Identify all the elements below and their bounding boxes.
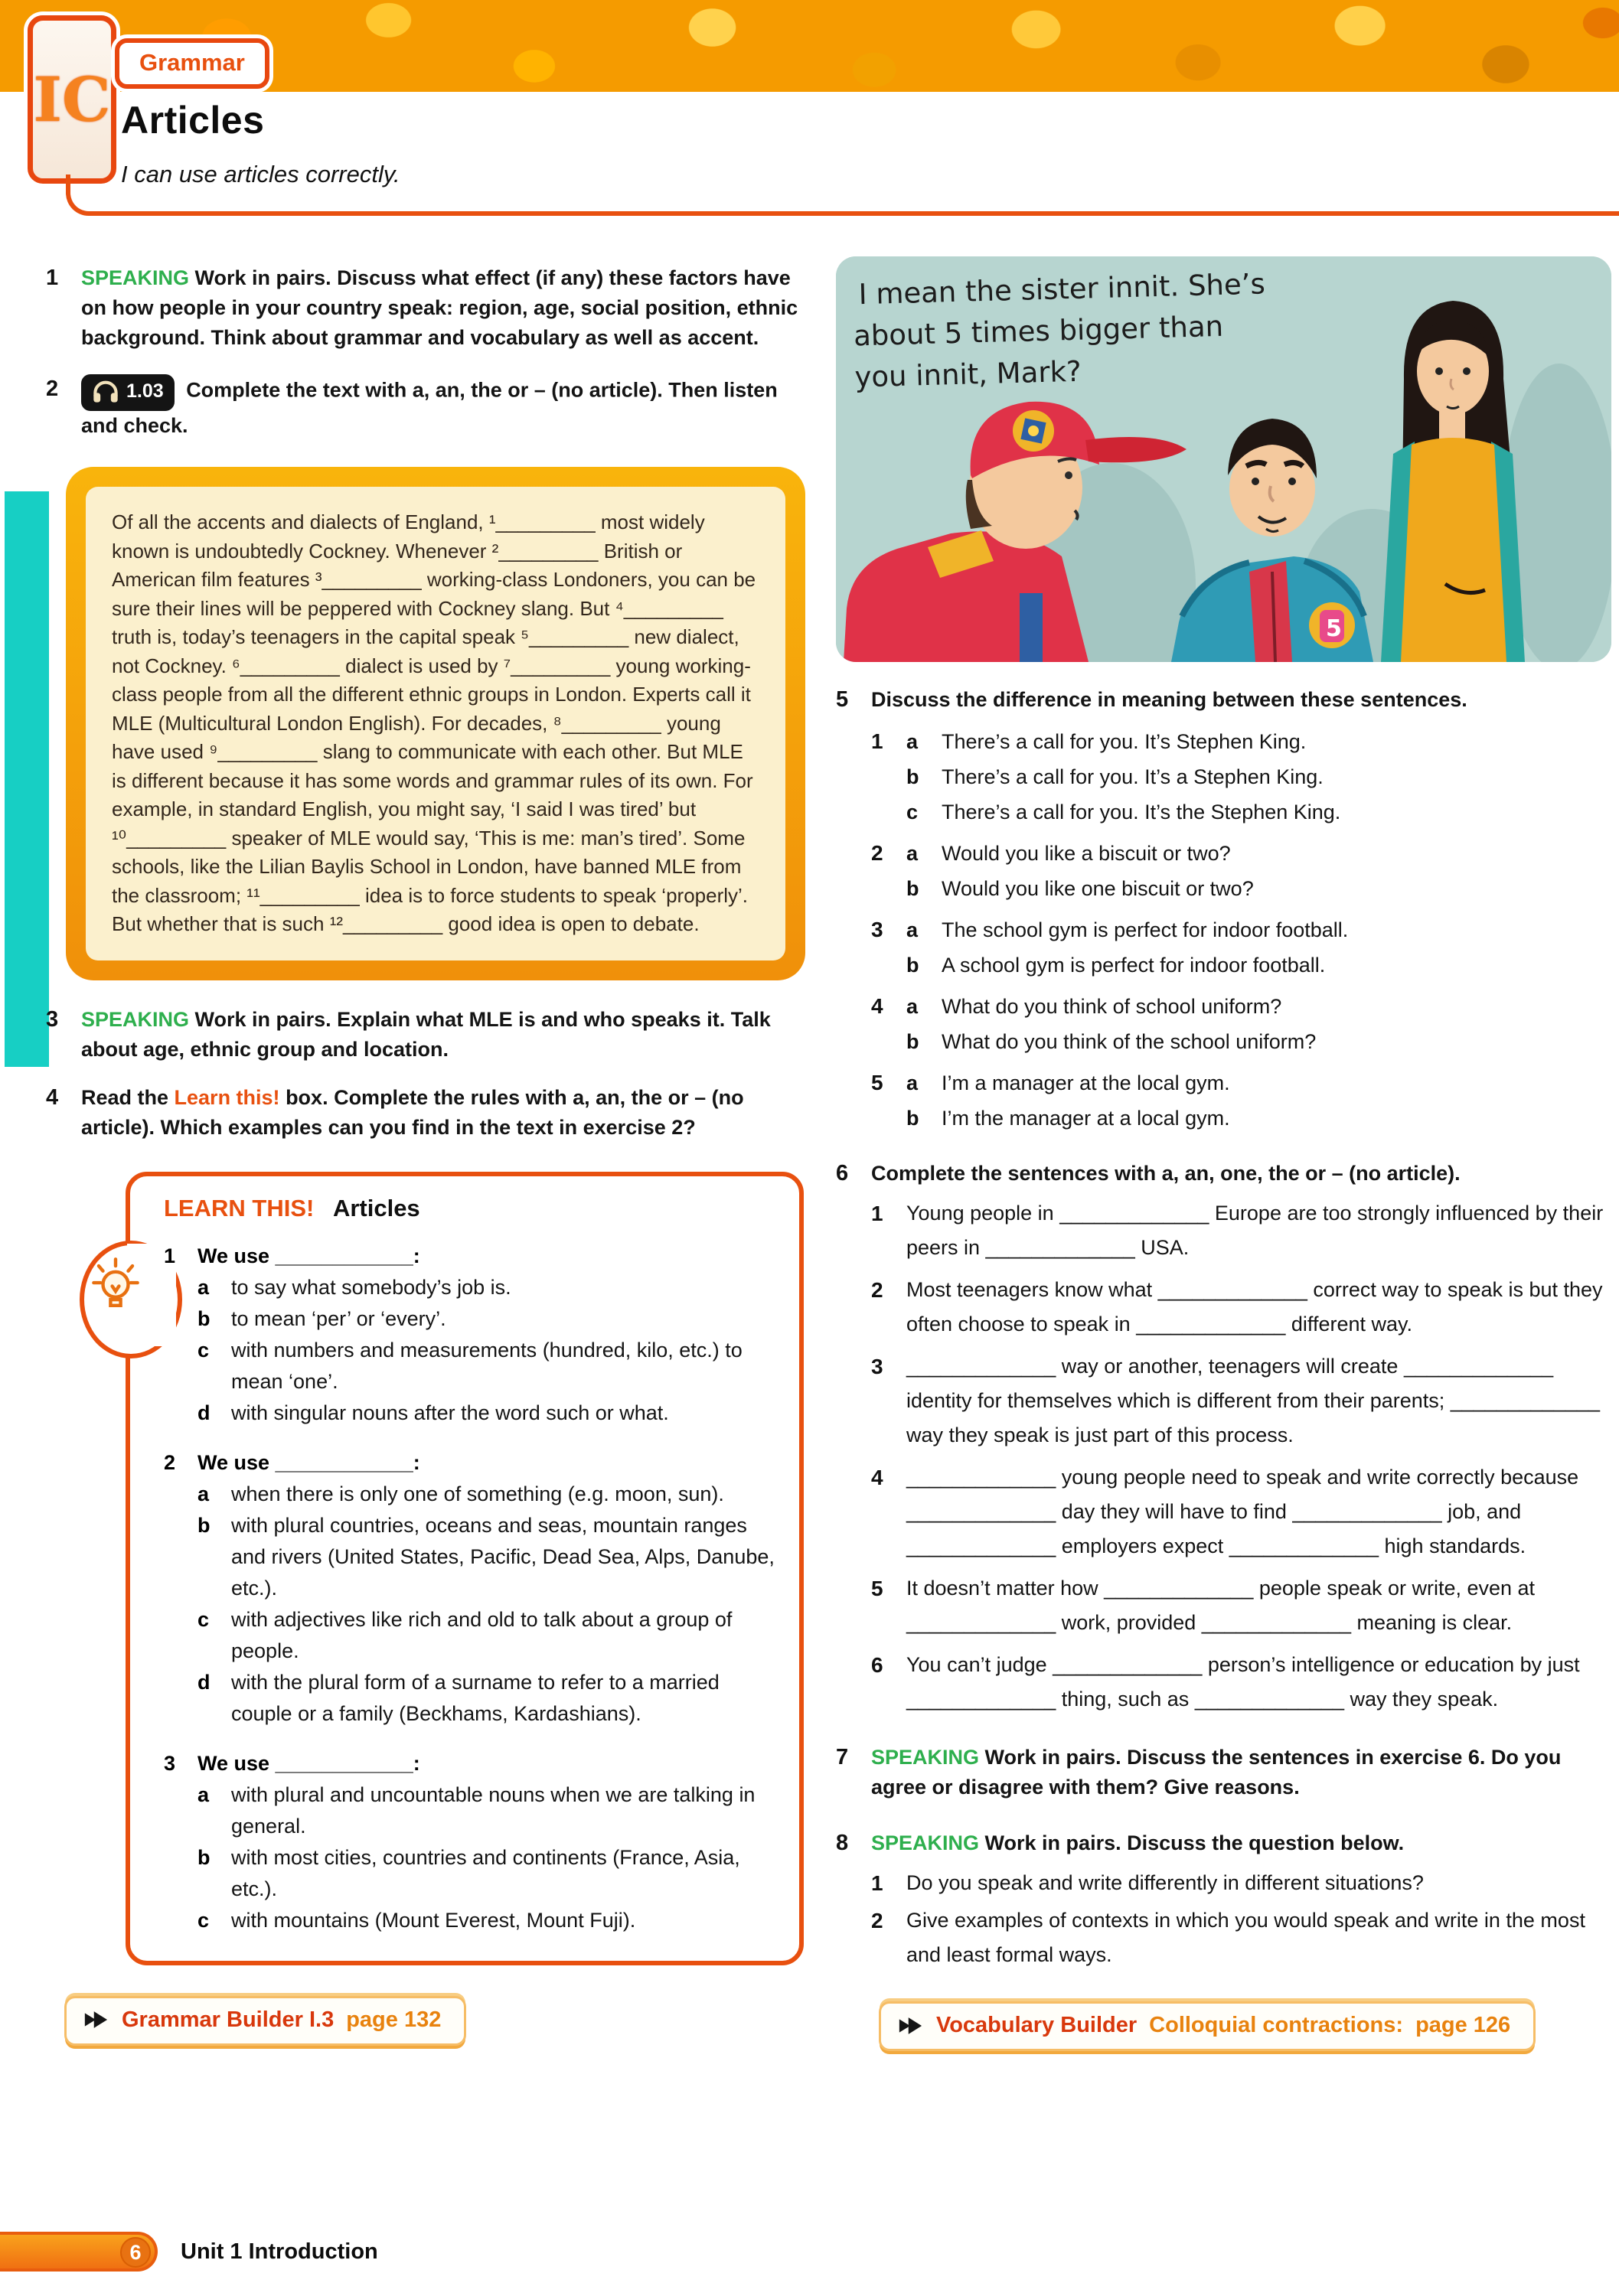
instruction-text: Work in pairs. Discuss what effect (if any) these factors have on how people in your country speak: region, age, social position, ethnic background. Think about grammar and vocabulary as well as accent. [81, 266, 798, 349]
sentence-group [871, 1065, 1611, 1136]
rule-item-text: with numbers and measurements (hundred, kilo, etc.) to mean ‘one’. [231, 1338, 743, 1393]
option-letter: a [906, 1071, 919, 1094]
sentence-option [906, 836, 1254, 871]
gap-fill-text: Of all the accents and dialects of England, ¹_________ most widely known is undoubtedly Cockney. Whenever ²_________ British or American film features ³_________ working-class Londoners, you can be sure their lines will be peppered with Cockney slang. But ⁴_________ truth is, today’s teenagers in the capital speak ⁵_________ new dialect, not Cockney. ⁶_________ dialect is used by ⁷_________ young working-class people from all the different ethnic groups in London. Experts call it MLE (Multicultural London English). For decades, ⁸_________ young have used ⁹_________ slang to communicate with each other. But MLE is different because it has some words and grammar rules of its own. For example, in standard English, you might say, ‘I said I was tired’ but ¹⁰_________ speaker of MLE would say, ‘This is me: man’s tired’. Some schools, like the Lilian Baylis School in London, have banned MLE from the classroom; ¹¹_________ idea is to force students to speak ‘properly’. But whether that is such ¹²_________ good idea is open to debate. [86, 487, 785, 960]
vocabulary-builder-button[interactable] [879, 2001, 1536, 2051]
exercise-instruction [871, 1743, 1611, 1802]
rule-item [164, 1272, 779, 1303]
instruction-text: Work in pairs. Explain what MLE is and who speaks it. Talk about age, ethnic group and location. [81, 1007, 771, 1061]
rule-number: 2 [164, 1450, 176, 1474]
group-options [906, 1065, 1230, 1136]
rule-item-letter: c [197, 1338, 210, 1362]
rule-item-text: to say what somebody’s job is. [231, 1275, 511, 1299]
discussion-question [871, 1903, 1611, 1972]
rule-item [164, 1303, 779, 1335]
group-number: 1 [871, 729, 883, 753]
rule-item-text: with adjectives like rich and old to talk about a group of people. [231, 1607, 733, 1662]
rule-lead-row [164, 1241, 779, 1272]
rule-lead-row [164, 1447, 779, 1479]
group-options [906, 989, 1316, 1059]
sentence-text: _____________ young people need to speak and write correctly because _____________ day they will have to find _____________ job, and _____________ employers expect _____________ high standards. [906, 1466, 1579, 1557]
sentence-text: It doesn’t matter how _____________ people speak or write, even at _____________ work, provided _____________ meaning is clear. [906, 1577, 1536, 1634]
rule-item [164, 1397, 779, 1429]
cartoon-svg [836, 256, 1611, 662]
right-column [836, 256, 1611, 2051]
rule-lead: We use ____________: [197, 1751, 420, 1775]
rule-item-letter: b [197, 1513, 211, 1537]
rule-item-text: when there is only one of something (e.g. moon, sun). [231, 1482, 724, 1505]
sentence-group [871, 912, 1611, 983]
option-text: There’s a call for you. It’s Stephen King. [942, 730, 1307, 753]
vocabulary-builder-page: page 126 [1415, 2013, 1511, 2037]
group-number: 3 [871, 918, 883, 941]
exercise-7 [836, 1743, 1611, 1802]
sentence-option [906, 759, 1340, 794]
rule-item [164, 1779, 779, 1842]
rule-items [164, 1272, 779, 1429]
gap-sentence [871, 1571, 1611, 1640]
exercise-3 [46, 1005, 811, 1065]
sentence-number: 4 [871, 1466, 883, 1489]
exercise-number: 2 [46, 377, 59, 401]
sentence-number: 3 [871, 1355, 883, 1378]
page-subtitle: I can use articles correctly. [121, 161, 400, 188]
option-text: I’m a manager at the local gym. [942, 1071, 1230, 1094]
question-text: Do you speak and write differently in different situations? [906, 1871, 1424, 1894]
cartoon-illustration [836, 256, 1611, 662]
exercise-number: 6 [836, 1161, 849, 1186]
exercise-number: 7 [836, 1745, 849, 1769]
exercise-number: 5 [836, 687, 849, 712]
option-letter: b [906, 1107, 919, 1130]
rule-items [164, 1479, 779, 1730]
rule-item-letter: d [197, 1670, 211, 1694]
sentence-number: 5 [871, 1577, 883, 1600]
rule-item [164, 1842, 779, 1905]
group-number: 4 [871, 994, 883, 1018]
rule-item [164, 1905, 779, 1936]
instruction-text: Complete the sentences with a, an, one, the or – (no article). [871, 1162, 1461, 1185]
rule-lead: We use ____________: [197, 1244, 420, 1267]
gap-sentence [871, 1648, 1611, 1717]
sentence-text: Most teenagers know what _____________ correct way to speak is but they often choose to speak in _____________ different way. [906, 1278, 1603, 1336]
exercise-8 [836, 1828, 1611, 1972]
rule-item-letter: b [197, 1306, 211, 1330]
option-letter: b [906, 1030, 919, 1053]
exercise-instruction [871, 1159, 1611, 1717]
question-number: 1 [871, 1871, 883, 1895]
exercise-number: 1 [46, 266, 59, 290]
option-text: Would you like a biscuit or two? [942, 842, 1231, 865]
option-text: There’s a call for you. It’s the Stephen King. [942, 801, 1341, 823]
exercise-number: 3 [46, 1006, 59, 1032]
instruction-text: Work in pairs. Discuss the question below. [984, 1831, 1405, 1854]
learn-this-title: LEARN THIS! [164, 1194, 315, 1221]
instruction-text: Work in pairs. Discuss the sentences in exercise 6. Do you agree or disagree with them? Give reasons. [871, 1746, 1562, 1799]
speech-text: I mean the sister innit. She’s about 5 times bigger than you innit, Mark? [853, 267, 1266, 394]
instruction-text: Read the [81, 1085, 175, 1109]
exercise-number: 8 [836, 1831, 849, 1855]
rule-item-letter: d [197, 1401, 211, 1424]
rule [164, 1748, 779, 1936]
sentence-option [906, 724, 1340, 759]
rule-item [164, 1510, 779, 1604]
exercise-1 [46, 263, 811, 353]
rule-item-text: with plural and uncountable nouns when we are talking in general. [231, 1782, 756, 1838]
gap-sentence [871, 1460, 1611, 1564]
sentence-option [906, 912, 1348, 947]
rule-item-text: with mountains (Mount Everest, Mount Fuji). [231, 1908, 636, 1932]
sentence-number: 6 [871, 1653, 883, 1677]
headphones-icon [92, 380, 119, 403]
option-letter: b [906, 954, 919, 977]
gap-sentence [871, 1273, 1611, 1342]
option-text: What do you think of school uniform? [942, 995, 1282, 1018]
exercise-instruction [871, 685, 1611, 1136]
group-options [906, 724, 1340, 830]
option-letter: a [906, 995, 919, 1018]
double-arrow-icon [898, 2016, 924, 2036]
sentence-number: 1 [871, 1202, 883, 1225]
option-letter: a [906, 730, 919, 753]
grammar-builder-button[interactable] [64, 1996, 466, 2046]
learn-this-box [126, 1172, 804, 1965]
option-text: There’s a call for you. It’s a Stephen King. [942, 765, 1324, 788]
rule-item-text: with most cities, countries and continents (France, Asia, etc.). [231, 1845, 740, 1900]
rule-item-letter: a [197, 1482, 210, 1505]
sentence-group [871, 724, 1611, 830]
group-options [906, 836, 1254, 906]
sentence-option [906, 1065, 1230, 1101]
option-letter: c [906, 801, 919, 823]
speaking-tag: SPEAKING [871, 1746, 980, 1769]
exercise-instruction [81, 1083, 811, 1143]
rule-lead: We use ____________: [197, 1450, 420, 1474]
exercise-6 [836, 1159, 1611, 1717]
header-divider [66, 174, 1619, 216]
speaking-tag: SPEAKING [81, 1007, 190, 1031]
rule-item-letter: c [197, 1908, 210, 1932]
sentence-text: Young people in _____________ Europe are too strongly influenced by their peers in _____________ USA. [906, 1202, 1604, 1259]
rule-item [164, 1667, 779, 1730]
option-text: A school gym is perfect for indoor football. [942, 954, 1326, 977]
option-text: I’m the manager at a local gym. [942, 1107, 1230, 1130]
rule-item [164, 1604, 779, 1667]
gap-sentence [871, 1349, 1611, 1453]
page-number: 6 [120, 2237, 151, 2268]
option-text: Would you like one biscuit or two? [942, 877, 1254, 900]
option-text: The school gym is perfect for indoor football. [942, 918, 1349, 941]
sentence-option [906, 947, 1348, 983]
page-title: Articles [121, 99, 265, 142]
jacket-badge-number: 5 [1326, 615, 1342, 642]
rule-item-text: with plural countries, oceans and seas, mountain ranges and rivers (United States, Pacific, Dead Sea, Alps, Danube, etc.). [231, 1513, 775, 1600]
rule-items [164, 1779, 779, 1936]
unit-badge: IC [28, 15, 116, 184]
double-arrow-icon [83, 2010, 109, 2030]
option-letter: a [906, 918, 919, 941]
left-column [46, 263, 811, 2046]
sentence-groups [871, 724, 1611, 1136]
learn-this-rules [164, 1241, 779, 1936]
exercise-instruction [81, 374, 811, 441]
grammar-builder-page: page 132 [346, 2007, 442, 2032]
rule-item-text: to mean ‘per’ or ‘every’. [231, 1306, 446, 1330]
rule [164, 1241, 779, 1429]
grammar-builder-label: Grammar Builder I.3 [122, 2007, 335, 2032]
exercise-number: 4 [46, 1084, 59, 1110]
sentence-text: You can’t judge _____________ person’s intelligence or education by just _____________ thing, such as _____________ way they speak. [906, 1653, 1580, 1711]
question-number: 2 [871, 1909, 883, 1932]
rule-lead-row [164, 1748, 779, 1779]
rule-item [164, 1335, 779, 1397]
audio-play-badge[interactable] [81, 374, 175, 411]
question-text: Give examples of contexts in which you would speak and write in the most and least formal ways. [906, 1909, 1585, 1966]
rule [164, 1447, 779, 1730]
sentence-option [906, 1101, 1230, 1136]
rule-number: 1 [164, 1244, 176, 1267]
vocabulary-builder-label: Vocabulary Builder [936, 2013, 1138, 2037]
speaking-tag: SPEAKING [871, 1831, 980, 1854]
lightbulb-icon [90, 1257, 141, 1323]
exercise-instruction [81, 263, 811, 353]
gap-sentences [871, 1196, 1611, 1717]
option-text: What do you think of the school uniform? [942, 1030, 1317, 1053]
exercise-5 [836, 685, 1611, 1136]
section-tab: Grammar [115, 38, 269, 89]
instruction-text: Discuss the difference in meaning between these sentences. [871, 688, 1467, 711]
sentence-number: 2 [871, 1278, 883, 1302]
rule-item-text: with singular nouns after the word such or what. [231, 1401, 669, 1424]
sentence-group [871, 836, 1611, 906]
learn-this-header [164, 1195, 779, 1222]
sentence-option [906, 871, 1254, 906]
exercise-instruction [871, 1828, 1611, 1972]
rule-item [164, 1479, 779, 1510]
learn-this-reference: Learn this! [174, 1085, 280, 1109]
teal-margin-bar [5, 491, 49, 1067]
gap-fill-text-box [66, 467, 805, 980]
rule-item-text: with the plural form of a surname to refer to a married couple or a family (Beckhams, Kardashians). [231, 1670, 720, 1725]
exercise-2 [46, 374, 811, 441]
exercise-4 [46, 1083, 811, 1143]
discussion-question [871, 1866, 1611, 1900]
sentence-option [906, 1024, 1316, 1059]
rule-item-letter: c [197, 1607, 210, 1631]
sentence-option [906, 989, 1316, 1024]
rule-item-letter: a [197, 1782, 210, 1806]
instruction-text: box. Complete the rules with a, an, the or – (no article). Which examples can you find in the text in exercise 2? [81, 1085, 744, 1139]
exercise-instruction [81, 1005, 811, 1065]
sentence-group [871, 989, 1611, 1059]
group-number: 2 [871, 841, 883, 865]
vocabulary-builder-topic: Colloquial contractions: [1149, 2013, 1404, 2037]
rule-item-letter: a [197, 1275, 210, 1299]
learn-this-topic: Articles [332, 1194, 420, 1221]
option-letter: b [906, 877, 919, 900]
rule-item-letter: b [197, 1845, 211, 1869]
option-letter: b [906, 765, 919, 788]
audio-track-number: 1.03 [126, 380, 164, 402]
speaking-tag: SPEAKING [81, 266, 190, 289]
gap-sentence [871, 1196, 1611, 1265]
page-number-tab [0, 2232, 158, 2272]
sentence-option [906, 794, 1340, 830]
instruction-text: Complete the text with a, an, the or – (no article). Then listen and check. [81, 378, 778, 437]
option-letter: a [906, 842, 919, 865]
sentence-text: _____________ way or another, teenagers will create _____________ identity for themselves which is different from their parents; _____________ way they speak is just part of this process. [906, 1355, 1601, 1446]
group-options [906, 912, 1348, 983]
rule-number: 3 [164, 1751, 176, 1775]
group-number: 5 [871, 1071, 883, 1094]
unit-label: Unit 1 Introduction [181, 2239, 378, 2264]
discussion-questions [871, 1866, 1611, 1972]
